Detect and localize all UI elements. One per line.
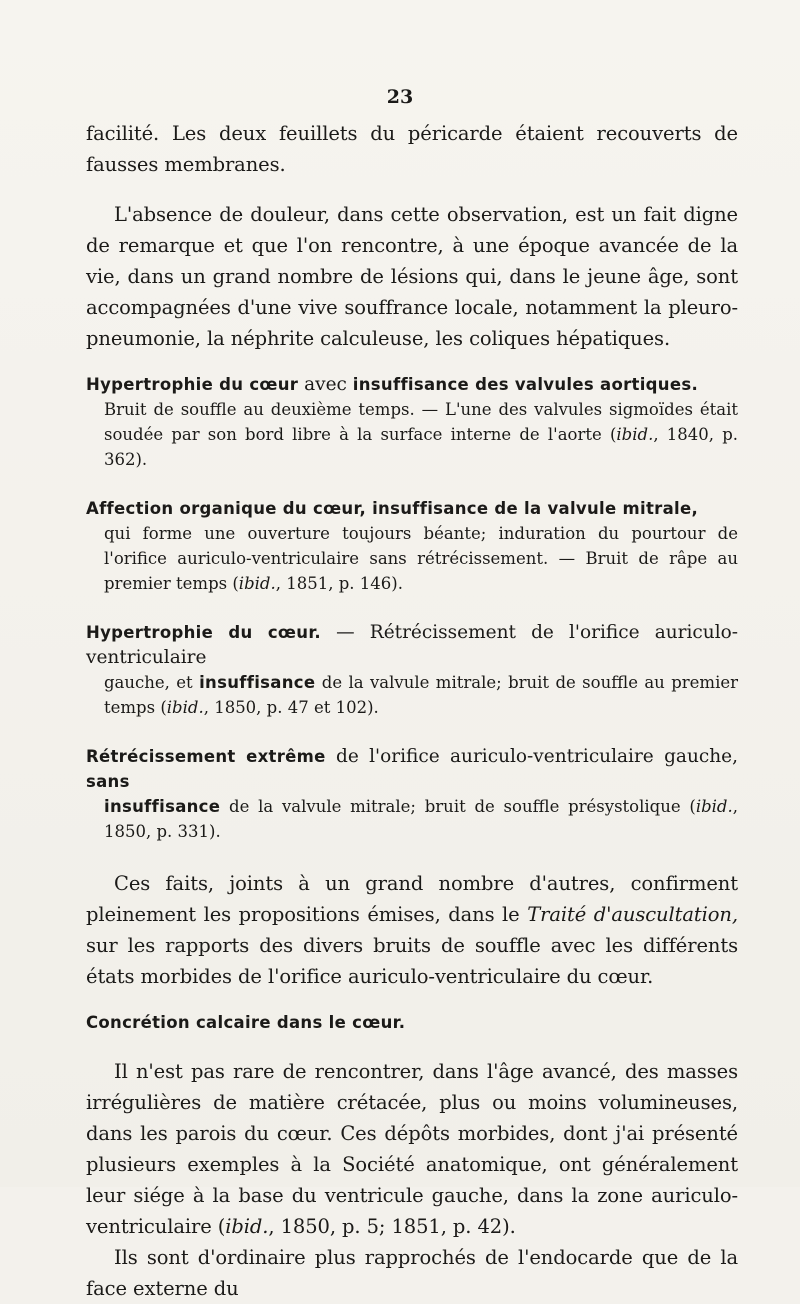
case-heading: Affection organique du cœur, insuffisance de la valvule mitrale, <box>86 499 699 518</box>
case-ref-tail: , 1840, p. 362). <box>104 425 739 469</box>
case-heading-tail: — Rétrécissement de l'orifice auriculo-ventriculaire <box>86 622 738 668</box>
case-body: de la valvule mitrale; bruit de souffle au premier temps ( <box>104 673 738 717</box>
paragraph-absence-douleur: L'absence de douleur, dans cette observation, est un fait digne de remarque et que l'on rencontre, à une époque avancée de la vie, dans un grand nombre de lésions qui, dans le jeune âge, sont accompagnées d'une vive souffrance locale, notamment la pleuro-pneumonie, la néphrite calculeuse, les coliques hépatiques. <box>86 203 738 350</box>
text-body <box>86 118 738 1304</box>
case-body-pre: gauche, et <box>104 673 200 692</box>
case-ref-tail: , 1851, p. 146). <box>275 574 403 593</box>
paragraph-continuation: facilité. Les deux feuillets du péricarde étaient recouverts de fausses membranes. <box>86 122 738 176</box>
case-body-bold: insuffisance <box>104 797 221 816</box>
case-body: Bruit de souffle au deuxième temps. — L'une des valvules sigmoïdes était soudée par son bord libre à la surface interne de l'aorte ( <box>104 400 738 444</box>
para-text-tail: sur les rapports des divers bruits de souffle avec les différents états morbides de l'orifice auriculo-ventriculaire du cœur. <box>86 934 738 988</box>
case-description <box>86 670 738 720</box>
case-heading-connector: avec <box>298 374 353 395</box>
case-ref-tail: , 1850, p. 331). <box>104 797 738 841</box>
section-title: Concrétion calcaire dans le cœur. <box>86 1013 406 1032</box>
para-text-tail: , 1850, p. 5; 1851, p. 42). <box>268 1215 516 1238</box>
paragraph-concretion <box>86 1056 738 1242</box>
paragraph-ces-faits <box>86 868 738 992</box>
case-heading-2: sans <box>86 772 130 791</box>
para-text: Ces faits, joints à un grand nombre d'autres, confirment pleinement les propositions émises, dans le <box>86 872 738 926</box>
case-entry-4 <box>86 744 738 844</box>
case-entry-1 <box>86 372 738 472</box>
case-heading-2: insuffisance des valvules aortiques. <box>352 375 699 394</box>
case-heading: Hypertrophie du cœur <box>86 375 299 394</box>
case-body: qui forme une ouverture toujours béante; induration du pourtour de l'orifice auriculo-ventriculaire sans rétrécissement. — Bruit de râpe au premier temps ( <box>104 524 738 593</box>
case-entry-heading <box>86 744 738 794</box>
para-text: Il n'est pas rare de rencontrer, dans l'âge avancé, des masses irrégulières de matière crétacée, plus ou moins volumineuses, dans les parois du cœur. Ces dépôts morbides, dont j'ai présenté plusieurs exemples à la Société anatomique, ont généralement leur siége à la base du ventricule gauche, dans la zone auriculo-ventriculaire ( <box>86 1060 738 1238</box>
case-entry-heading <box>86 620 738 670</box>
case-body: de la valvule mitrale; bruit de souffle présystolique ( <box>220 797 696 816</box>
case-entry-2 <box>86 496 738 596</box>
case-ref-ibid: ibid. <box>695 797 733 816</box>
case-description <box>86 397 738 472</box>
case-entry-heading <box>86 372 738 397</box>
para-ref-ibid: ibid. <box>225 1215 269 1238</box>
case-ref-ibid: ibid. <box>238 574 276 593</box>
case-heading: Rétrécissement extrême <box>86 747 326 766</box>
case-entry-heading <box>86 496 738 521</box>
para-italic-title: Traité d'auscultation, <box>527 903 738 926</box>
page-number: 23 <box>386 86 414 108</box>
case-ref-ibid: ibid. <box>616 425 654 444</box>
case-heading-tail: de l'orifice auriculo-ventriculaire gauche, <box>325 746 738 767</box>
case-heading: Hypertrophie du cœur. <box>86 623 321 642</box>
paragraph-endocarde: Ils sont d'ordinaire plus rapprochés de l'endocarde que de la face externe du <box>86 1246 738 1300</box>
case-ref-ibid: ibid. <box>166 698 204 717</box>
case-description <box>86 521 738 596</box>
case-ref-tail: , 1850, p. 47 et 102). <box>203 698 379 717</box>
case-description <box>86 794 738 844</box>
case-body-bold: insuffisance <box>199 673 316 692</box>
case-entry-3 <box>86 620 738 720</box>
